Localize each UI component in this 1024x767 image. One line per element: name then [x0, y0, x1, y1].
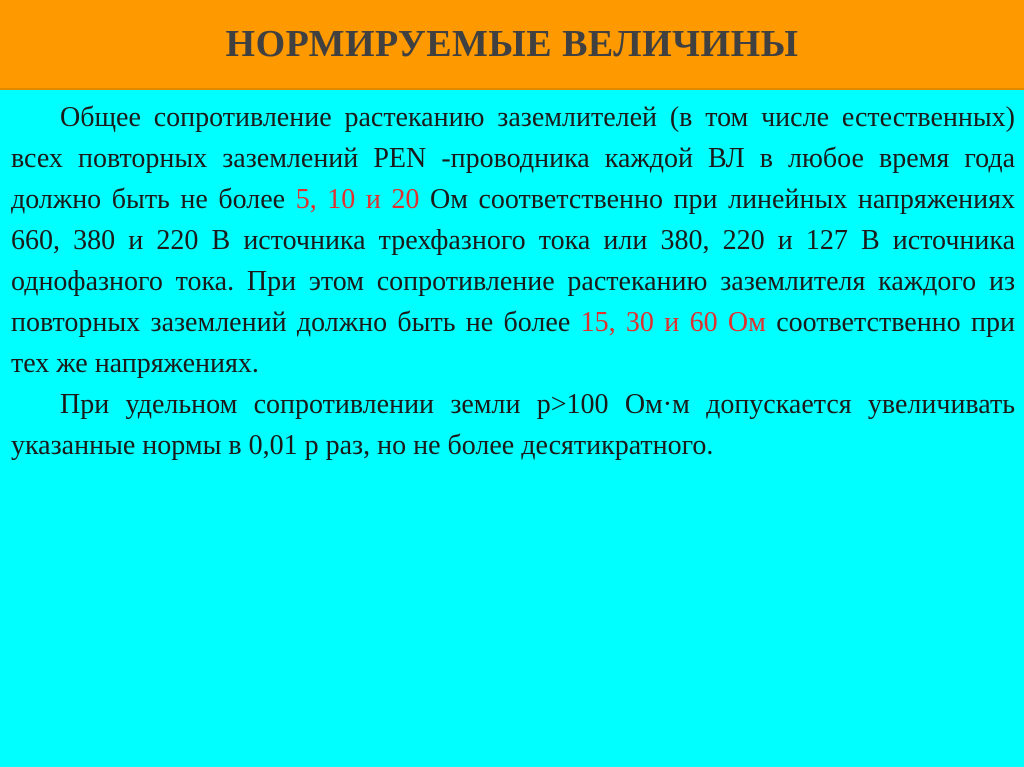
slide-title: НОРМИРУЕМЫЕ ВЕЛИЧИНЫ: [225, 23, 799, 65]
highlight-values-2: 15, 30 и 60 Ом: [580, 307, 766, 338]
highlight-values-1: 5, 10 и 20: [295, 184, 420, 215]
paragraph-1-text-2: Ом соответственно при линейных напряжениях 660, 380 и 220 В источника трехфазного тока или 380, 220 и 127 В источника однофазного тока. При этом сопротивление растеканию заземлителя каждого из повторных заземлений должно быть не более: [11, 184, 1015, 338]
paragraph-1-text-3: соответственно при тех же напряжениях.: [11, 307, 1015, 379]
title-bar: [0, 0, 1024, 90]
paragraph-1: [11, 97, 1015, 384]
paragraph-1-text-1: Общее сопротивление растеканию заземлителей (в том числе естественных) всех повторных заземлений PEN -проводника каждой ВЛ в любое время года должно быть не более: [11, 102, 1015, 215]
paragraph-2: При удельном сопротивлении земли р>100 Ом·м допускается увеличивать указанные нормы в 0,01 р раз, но не более десятикратного.: [11, 389, 1015, 461]
slide-body: [11, 97, 1015, 466]
